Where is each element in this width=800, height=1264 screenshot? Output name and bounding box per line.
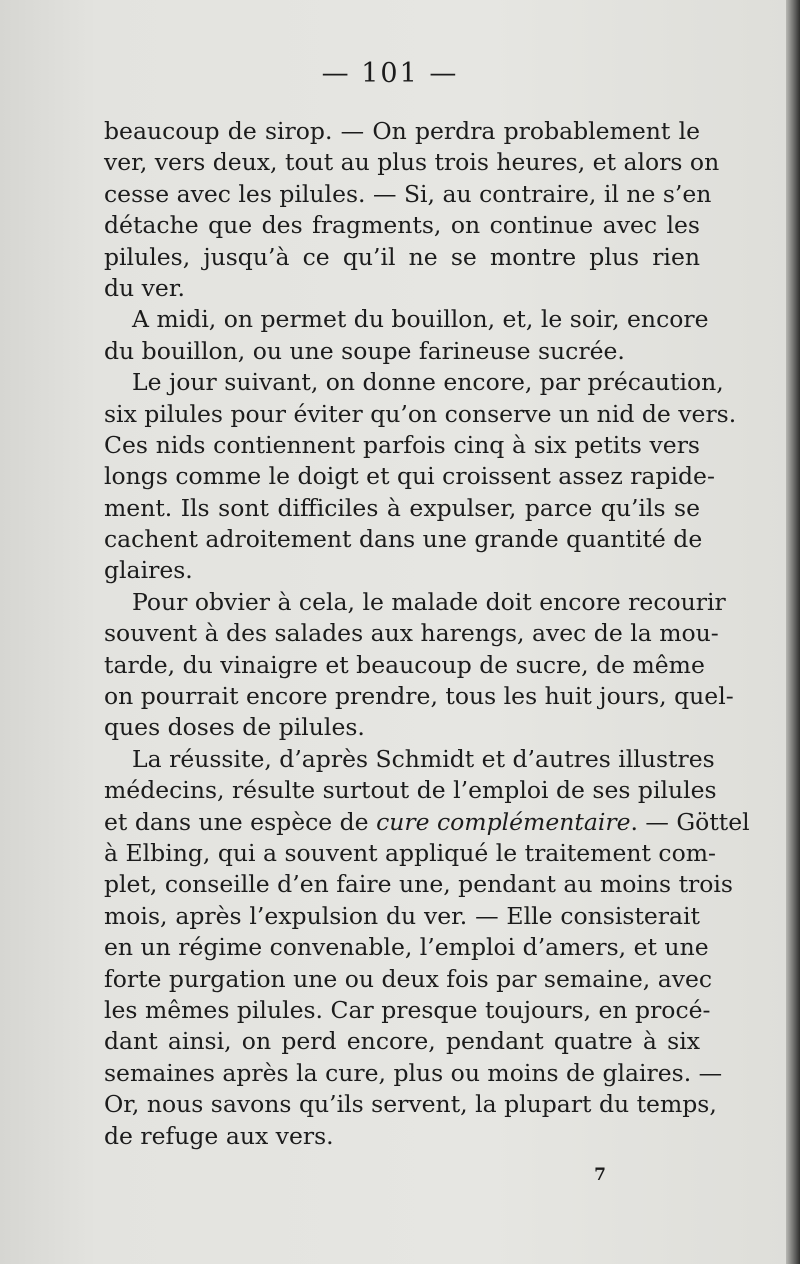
page-number-header: — 101 —: [321, 58, 459, 89]
text-line: cesse avec les pilules. — Si, au contraire, il ne s’en: [104, 179, 712, 208]
page-edge-shadow: [786, 0, 800, 1264]
text-line: les mêmes pilules. Car presque toujours, en procé-: [104, 995, 711, 1024]
text-line: Ces nids contiennent parfois cinq à six petits vers: [104, 430, 700, 459]
text-line: pilules, jusqu’à ce qu’il ne se montre plus rien: [104, 242, 700, 271]
text-line: mois, après l’expulsion du ver. — Elle consisterait: [104, 901, 700, 930]
text-line: tarde, du vinaigre et beaucoup de sucre, de même: [104, 650, 705, 679]
text-line: en un régime convenable, l’emploi d’amers, et une: [104, 933, 709, 962]
text-line: on pourrait encore prendre, tous les huit jours, quel-: [104, 682, 734, 711]
text-line: forte purgation une ou deux fois par semaine, avec: [104, 964, 713, 993]
text-line: Le jour suivant, on donne encore, par précaution,: [132, 368, 724, 397]
text-line: détache que des fragments, on continue avec les: [104, 211, 700, 240]
text-line: plet, conseille d’en faire une, pendant au moins trois: [104, 870, 733, 899]
text-line: ver, vers deux, tout au plus trois heures, et alors on: [104, 148, 720, 177]
text-line: ment. Ils sont difficiles à expulser, parce qu’ils se: [104, 493, 700, 522]
text-line: ques doses de pilules.: [104, 713, 365, 742]
text-line: longs comme le doigt et qui croissent assez rapide-: [104, 462, 715, 491]
text-fragment: et dans une espèce de: [104, 807, 369, 836]
text-line: médecins, résulte surtout de l’emploi de ses pilules: [104, 776, 717, 805]
signature-mark: 7: [594, 1165, 606, 1185]
text-fragment: . — Göttel: [630, 807, 750, 836]
text-line: souvent à des salades aux harengs, avec de la mou-: [104, 619, 719, 648]
body-text: [104, 116, 750, 1152]
text-line: dant ainsi, on perd encore, pendant quatre à six: [104, 1027, 700, 1056]
italic-phrase: cure complémentaire: [376, 807, 631, 836]
text-line: La réussite, d’après Schmidt et d’autres illustres: [132, 744, 715, 773]
text-line: beaucoup de sirop. — On perdra probablement le: [104, 117, 700, 145]
text-line-with-italic: [104, 807, 750, 838]
text-line: du ver.: [104, 273, 185, 302]
text-line: glaires.: [104, 556, 193, 585]
text-line: semaines après la cure, plus ou moins de glaires. —: [104, 1058, 723, 1087]
text-line: de refuge aux vers.: [104, 1121, 334, 1150]
text-line: Pour obvier à cela, le malade doit encore recourir: [132, 587, 726, 616]
text-line: Or, nous savons qu’ils servent, la plupart du temps,: [104, 1090, 717, 1119]
text-line: cachent adroitement dans une grande quantité de: [104, 525, 703, 554]
text-line: du bouillon, ou une soupe farineuse sucrée.: [104, 336, 625, 365]
text-line: à Elbing, qui a souvent appliqué le traitement com-: [104, 838, 716, 867]
text-line: six pilules pour éviter qu’on conserve un nid de vers.: [104, 399, 737, 428]
text-line: A midi, on permet du bouillon, et, le soir, encore: [132, 305, 709, 334]
